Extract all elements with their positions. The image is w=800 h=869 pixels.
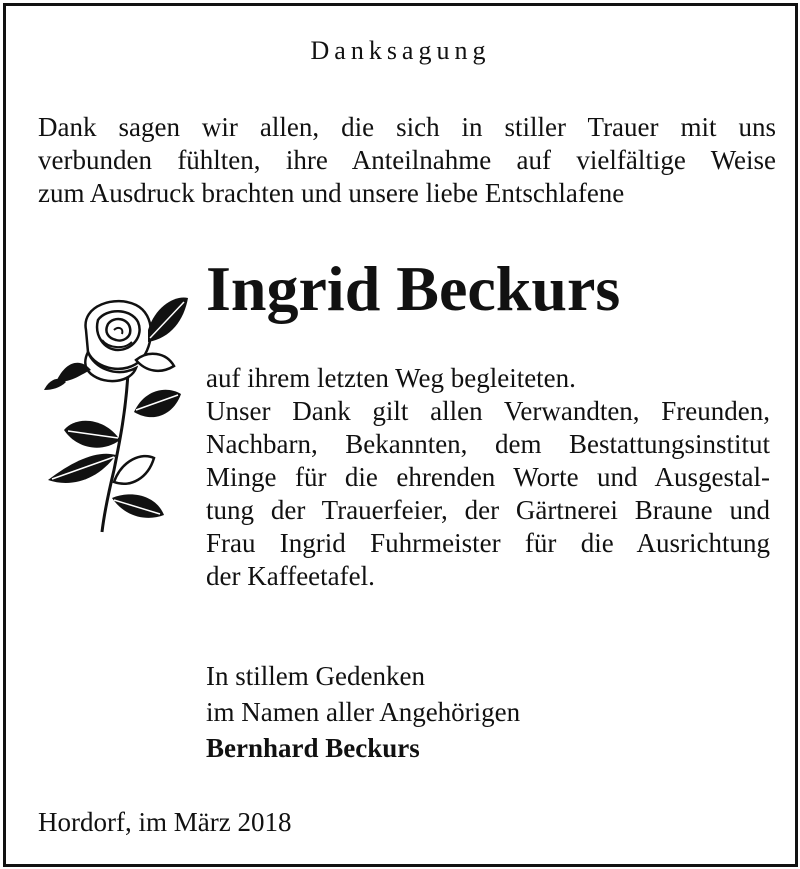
intro-line: Dank sagen wir allen, die sich in stiller Trauer mit uns bbox=[38, 112, 776, 142]
signer-name: Bernhard Beckurs bbox=[206, 733, 420, 763]
intro-line: zum Ausdruck brachten und unsere liebe Entschlafene bbox=[38, 178, 625, 208]
notice-frame bbox=[3, 3, 798, 867]
closing-block bbox=[206, 658, 520, 766]
body-line: auf ihrem letzten Weg begleiteten. bbox=[206, 363, 576, 393]
body-line: Minge für die ehrenden Worte und Ausgestal- bbox=[206, 462, 770, 492]
intro-paragraph bbox=[38, 111, 776, 210]
body-line: der Kaffeetafel. bbox=[206, 561, 375, 591]
closing-line: In stillem Gedenken bbox=[206, 661, 425, 691]
body-line: Nachbarn, Bekannten, dem Bestattungsinstitut bbox=[206, 429, 770, 459]
body-line: Unser Dank gilt allen Verwandten, Freunden, bbox=[206, 396, 770, 426]
place-date: Hordorf, im März 2018 bbox=[38, 807, 292, 837]
thanks-paragraph bbox=[206, 362, 770, 593]
body-line: Frau Ingrid Fuhrmeister für die Ausrichtung bbox=[206, 528, 770, 558]
rose-icon bbox=[36, 290, 196, 535]
notice-heading: Danksagung bbox=[310, 36, 491, 65]
closing-line: im Namen aller Angehörigen bbox=[206, 697, 521, 727]
intro-line: verbunden fühlten, ihre Anteilnahme auf vielfältige Weise bbox=[38, 145, 776, 175]
body-line: tung der Trauerfeier, der Gärtnerei Braune und bbox=[206, 495, 770, 525]
deceased-name: Ingrid Beckurs bbox=[206, 253, 621, 324]
